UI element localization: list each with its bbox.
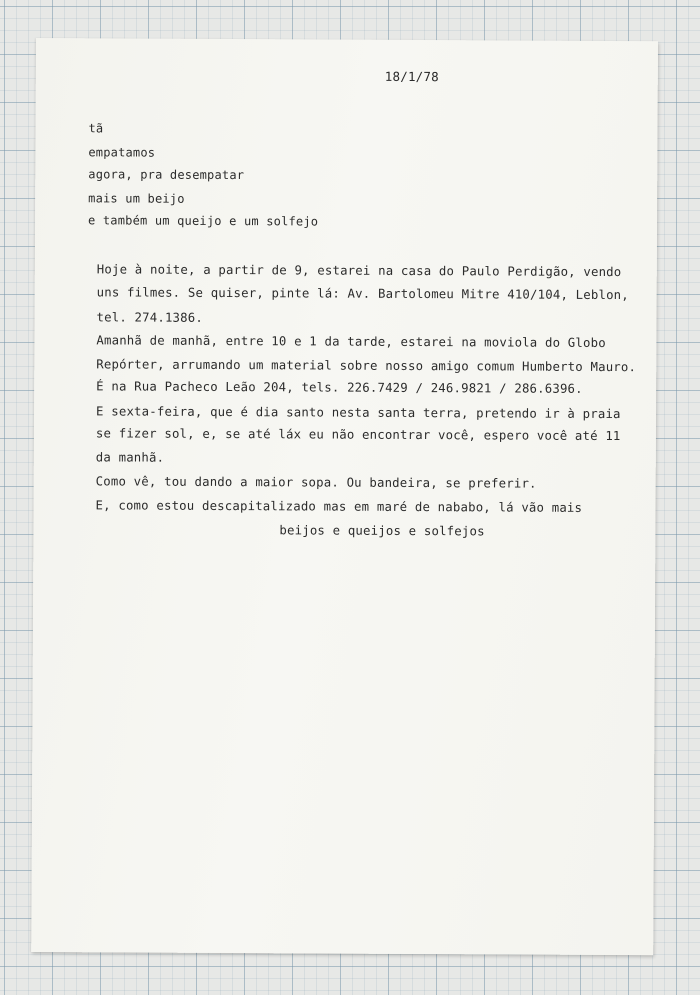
body-line: da manhã. (95, 450, 165, 465)
closing-line: beijos e queijos e solfejos (279, 523, 485, 539)
poem-line: mais um beijo (88, 191, 185, 206)
letter-date: 18/1/78 (384, 68, 439, 85)
letter-sheet (31, 38, 658, 955)
poem-line: agora, pra desempatar (88, 167, 245, 183)
body-line: E, como estou descapitalizado mas em maré de nababo, lá vão mais (95, 498, 583, 515)
poem-line: e também um queijo e um solfejo (88, 213, 319, 229)
body-line: uns filmes. Se quiser, pinte lá: Av. Bartolomeu Mitre 410/104, Leblon, (96, 285, 629, 303)
poem-line: empatamos (88, 145, 156, 160)
body-line: Como vê, tou dando a maior sopa. Ou bandeira, se preferir. (95, 474, 537, 491)
poem-line: tã (88, 121, 104, 136)
body-line: É na Rua Pacheco Leão 204, tels. 226.7429 / 246.9821 / 286.6396. (96, 379, 583, 396)
body-line: Amanhã de manhã, entre 10 e 1 da tarde, estarei na moviola do Globo (96, 333, 606, 350)
body-line: Repórter, arrumando um material sobre nosso amigo comum Humberto Mauro. (96, 357, 637, 375)
body-line: E sexta-feira, que é dia santo nesta santa terra, pretendo ir à praia (96, 404, 621, 422)
body-line: Hoje à noite, a partir de 9, estarei na casa do Paulo Perdigão, vendo (96, 262, 622, 280)
body-line: tel. 274.1386. (96, 310, 204, 325)
body-line: se fizer sol, e, se até láx eu não encontrar você, espero você até 11 (95, 426, 621, 444)
